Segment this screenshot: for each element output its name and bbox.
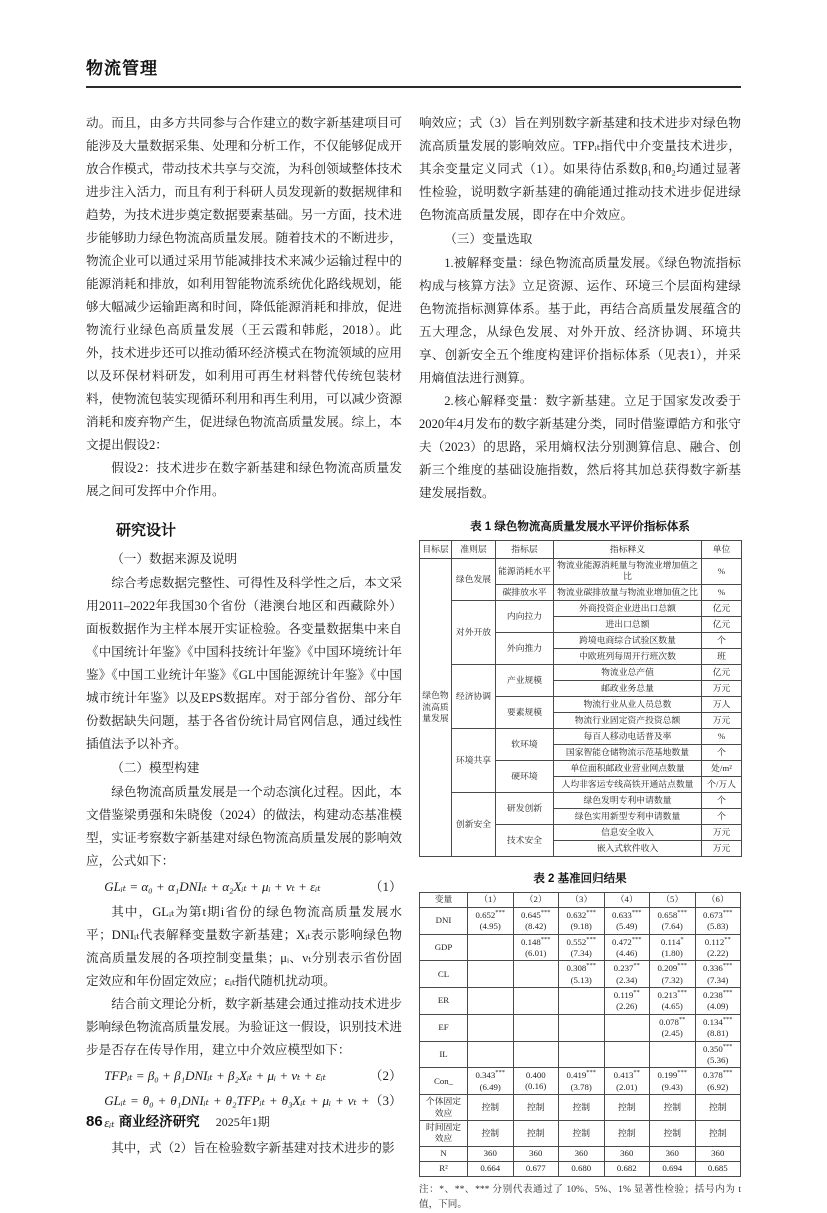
- table2-cell: [468, 907, 514, 934]
- coefficient-value: 0.350***: [702, 1042, 733, 1054]
- table1-cell: 物流行业从业人员总数: [554, 696, 702, 712]
- table2-cell: 0.677: [513, 1161, 559, 1176]
- table2-row: [420, 988, 741, 1015]
- t-value: (6.01): [525, 947, 547, 958]
- table2-cell: 控制: [604, 1095, 650, 1121]
- subsection-heading: （二）模型构建: [111, 761, 200, 775]
- t-value: (2.45): [661, 1028, 683, 1039]
- table2-cell: 360: [604, 1146, 650, 1161]
- table2-cell: [604, 934, 650, 961]
- table2-variable-label: Con_: [420, 1068, 468, 1095]
- t-value: (5.49): [616, 921, 638, 932]
- table2-variable-label: R²: [420, 1161, 468, 1176]
- coefficient-value: 0.633***: [611, 908, 642, 920]
- table2-cell: 控制: [559, 1095, 605, 1121]
- table1-cell: 绿色发明专利申请数量: [554, 792, 702, 808]
- table2-cell: [650, 907, 696, 934]
- table2-cell: [559, 1041, 605, 1068]
- paragraph: 2.核心解释变量：数字新基建。立足于国家发改委于2020年4月发布的数字新基建分类，同时借鉴谭皓方和张守夫（2023）的思路，采用熵权法分别测算信息、融合、创新三个维度的基础设施指数，然后将其加总获得数字新基建发展指数。: [419, 394, 741, 500]
- paragraph: 综合考虑数据完整性、可得性及科学性之后，本文采用2011–2022年我国30个省份（港澳台地区和西藏除外）面板数据作为主样本展开实证检验。各变量数据集中来自《中国统计年鉴》《中国科技统计年鉴》《中国环境统计年鉴》《中国工业统计年鉴》《GL中国能源统计年鉴》《中国城市统计年鉴》以及EPS数据库。对于部分省份、部分年份数据缺失问题，基于各省份统计局官网信息，通过线性插值法予以补齐。: [86, 576, 402, 751]
- table2-row: [420, 1068, 741, 1095]
- table2-cell: [604, 1041, 650, 1068]
- formula-number: （3）: [369, 1093, 402, 1108]
- t-value: (2.22): [707, 947, 729, 958]
- table2-cell: 控制: [604, 1121, 650, 1147]
- table2-cell: [695, 961, 741, 988]
- table2-cell: [695, 988, 741, 1015]
- table2-cell: [695, 934, 741, 961]
- t-value: (9.18): [570, 921, 592, 932]
- table1-row: [420, 792, 742, 808]
- paragraph: 其中，式（2）旨在检验数字新基建对技术进步的影: [111, 1141, 395, 1155]
- table1-cell: 邮政业务总量: [554, 680, 702, 696]
- table2-cell: [559, 1068, 605, 1095]
- table1-cell: 处/m²: [702, 760, 742, 776]
- table1-cell: 班: [702, 648, 742, 664]
- table1-cell: 嵌入式软件收入: [554, 840, 702, 856]
- subsection-heading: （一）数据来源及说明: [111, 552, 238, 566]
- t-value: (6.49): [479, 1081, 501, 1092]
- t-value: (2.34): [616, 974, 638, 985]
- table1-cell: 硬环境: [496, 760, 554, 792]
- table2-cell: 360: [513, 1146, 559, 1161]
- t-value: (6.92): [707, 1081, 729, 1092]
- table2-variable-label: EF: [420, 1014, 468, 1041]
- table1-cell: %: [702, 559, 742, 585]
- t-value: (7.64): [661, 921, 683, 932]
- table2-cell: [513, 1041, 559, 1068]
- formula-2: [86, 1065, 402, 1087]
- table1-cell: 环境共享: [452, 728, 496, 792]
- table1-cell: 内向拉力: [496, 600, 554, 632]
- table2-cell: [513, 1014, 559, 1041]
- table2-cell: 0.680: [559, 1161, 605, 1176]
- table1-header-row: [420, 541, 742, 559]
- table2-cell: [650, 961, 696, 988]
- table1-row: [420, 664, 742, 680]
- table2-cell: 0.664: [468, 1161, 514, 1176]
- table2-col-header: 变量: [420, 892, 468, 907]
- t-value: (1.80): [661, 947, 683, 958]
- table1-cell: 物流业总产值: [554, 664, 702, 680]
- table2-row: [420, 934, 741, 961]
- t-value: (8.81): [707, 1028, 729, 1039]
- table2-regression-results: [419, 892, 741, 1177]
- table1-cell: 要素规模: [496, 696, 554, 728]
- coefficient-value: 0.237**: [613, 962, 640, 974]
- t-value: (8.42): [525, 921, 547, 932]
- coefficient-value: 0.658***: [657, 908, 688, 920]
- table2-cell: [650, 1041, 696, 1068]
- table2-cell: [604, 988, 650, 1015]
- table2-cell: 0.682: [604, 1161, 650, 1176]
- page-footer: [86, 1110, 270, 1130]
- coefficient-value: 0.209***: [657, 962, 688, 974]
- table2-cell: [695, 1014, 741, 1041]
- coefficient-value: 0.673***: [702, 908, 733, 920]
- table2-cell: [468, 961, 514, 988]
- section-heading: 研究设计: [116, 522, 177, 539]
- coefficient-value: 0.213***: [657, 989, 688, 1001]
- table2-cell: [695, 907, 741, 934]
- coefficient-value: 0.112**: [704, 935, 731, 947]
- table1-cell: 对外开放: [452, 600, 496, 664]
- t-value: (4.95): [479, 921, 501, 932]
- table1-cell: 亿元: [702, 600, 742, 616]
- table2-cell: [604, 1014, 650, 1041]
- table1-cell: 物流业碳排放量与物流业增加值之比: [554, 584, 702, 600]
- table2-col-header: （1）: [468, 892, 514, 907]
- table1-cell: 绿色发展: [452, 559, 496, 601]
- table1-cell: 能源消耗水平: [496, 559, 554, 585]
- t-value: (5.13): [570, 974, 592, 985]
- formula-text: TFPᵢₜ = β₀ + β₁DNIᵢₜ + β₂Xᵢₜ + μᵢ + νₜ + εᵢₜ: [104, 1068, 326, 1083]
- table2-row: [420, 1121, 741, 1147]
- table2-row: [420, 907, 741, 934]
- table2-body: [420, 907, 741, 1176]
- table2-cell: 控制: [559, 1121, 605, 1147]
- table1-row: [420, 728, 742, 744]
- table1-col-header: 单位: [702, 541, 742, 559]
- table2-col-header: （5）: [650, 892, 696, 907]
- t-value: (7.34): [570, 947, 592, 958]
- table2-variable-label: ER: [420, 988, 468, 1015]
- coefficient-value: 0.336***: [702, 962, 733, 974]
- page-header: [86, 54, 741, 88]
- coefficient-value: 0.552***: [566, 935, 597, 947]
- table1-cell: 人均非客运专线高铁开通站点数量: [554, 776, 702, 792]
- table1-cell: 研发创新: [496, 792, 554, 824]
- table1-cell: 每百人移动电话普及率: [554, 728, 702, 744]
- paragraph: 假设2：技术进步在数字新基建和绿色物流高质量发展之间可发挥中介作用。: [86, 461, 402, 498]
- table1-col-header: 准则层: [452, 541, 496, 559]
- table2-row: [420, 1014, 741, 1041]
- paragraph: 响效应；式（3）旨在判别数字新基建和技术进步对绿色物流高质量发展的影响效应。TFPᵢₜ指代中介变量技术进步，其余变量定义同式（1）。如果待估系数β₁和θ₂均通过显著性检验，说明数字新基建的确能通过推动技术进步促进绿色物流高质量发展，即存在中介效应。: [419, 116, 741, 222]
- coefficient-value: 0.419***: [566, 1069, 597, 1081]
- table2-col-header: （6）: [695, 892, 741, 907]
- table1-cell: 创新安全: [452, 792, 496, 856]
- table2-header-row: [420, 892, 741, 907]
- formula-number: （1）: [369, 879, 402, 894]
- table1-row: [420, 559, 742, 585]
- table1-cell: 个: [702, 792, 742, 808]
- table2-cell: 控制: [513, 1095, 559, 1121]
- table2-cell: 360: [650, 1146, 696, 1161]
- table1-cell: %: [702, 584, 742, 600]
- table2-variable-label: 个体固定效应: [420, 1095, 468, 1121]
- coefficient-value: 0.413**: [613, 1069, 640, 1081]
- table1-cell: 绿色物流高质量发展: [420, 559, 452, 857]
- table1-body: [420, 559, 742, 857]
- table1-cell: 亿元: [702, 664, 742, 680]
- formula-number: （2）: [369, 1068, 402, 1083]
- table2-cell: [604, 1068, 650, 1095]
- table1-cell: 万人: [702, 696, 742, 712]
- table2-cell: [513, 961, 559, 988]
- table2-cell: [468, 1014, 514, 1041]
- formula-1: [86, 876, 402, 898]
- t-value: (7.34): [707, 974, 729, 985]
- table2-cell: 0.685: [695, 1161, 741, 1176]
- t-value: (2.26): [616, 1001, 638, 1012]
- t-value: (4.65): [661, 1001, 683, 1012]
- paragraph: 1.被解释变量：绿色物流高质量发展。《绿色物流指标构成与核算方法》立足资源、运作、环境三个层面构建绿色物流指标测算体系。基于此，再结合高质量发展蕴含的五大理念，从绿色发展、对外开放、经济协调、环境共享、创新安全五个维度构建评价指标体系（见表1），并采用熵值法进行测算。: [419, 256, 741, 385]
- table1-cell: 外向推力: [496, 632, 554, 664]
- table1-cell: 信息安全收入: [554, 824, 702, 840]
- table2-cell: [559, 934, 605, 961]
- coefficient-value: 0.078**: [659, 1015, 686, 1027]
- table2-cell: [468, 1068, 514, 1095]
- table1-cell: 万元: [702, 840, 742, 856]
- table2-row: [420, 1161, 741, 1176]
- table1-col-header: 指标释义: [554, 541, 702, 559]
- table2-cell: 控制: [650, 1121, 696, 1147]
- table2-cell: [513, 1068, 559, 1095]
- table1-cell: 跨境电商综合试验区数量: [554, 632, 702, 648]
- table1-cell: 中欧班列每周开行班次数: [554, 648, 702, 664]
- journal-name: 商业经济研究: [118, 1114, 200, 1129]
- table2-cell: [513, 988, 559, 1015]
- table2-cell: [559, 907, 605, 934]
- table1-cell: 个: [702, 744, 742, 760]
- coefficient-value: 0.645***: [520, 908, 551, 920]
- table1-cell: 碳排放水平: [496, 584, 554, 600]
- coefficient-value: 0.378***: [702, 1069, 733, 1081]
- table1-cell: 绿色实用新型专利申请数量: [554, 808, 702, 824]
- table2-cell: 360: [559, 1146, 605, 1161]
- formula-text: GLᵢₜ = α₀ + α₁DNIᵢₜ + α₂Xᵢₜ + μᵢ + νₜ + εᵢₜ: [104, 879, 321, 894]
- table2-cell: [650, 988, 696, 1015]
- coefficient-value: 0.308***: [566, 962, 597, 974]
- table1-cell: 经济协调: [452, 664, 496, 728]
- coefficient-value: 0.472***: [611, 935, 642, 947]
- table1-cell: 外商投资企业进出口总额: [554, 600, 702, 616]
- table1-cell: 个: [702, 632, 742, 648]
- section-title: 物流管理: [86, 59, 158, 78]
- table2-cell: [695, 1068, 741, 1095]
- two-column-layout: [86, 112, 741, 1213]
- table1-title: 表 1 绿色物流高质量发展水平评价指标体系: [470, 521, 690, 533]
- table2-cell: 0.694: [650, 1161, 696, 1176]
- coefficient-value: 0.400: [525, 1069, 546, 1080]
- table2-cell: [559, 961, 605, 988]
- table1-cell: 国家智能仓储物流示范基地数量: [554, 744, 702, 760]
- table1-cell: 软环境: [496, 728, 554, 760]
- t-value: (2.01): [616, 1081, 638, 1092]
- t-value: (7.32): [661, 974, 683, 985]
- table2-cell: 控制: [513, 1121, 559, 1147]
- t-value: (9.43): [661, 1081, 683, 1092]
- table1-col-header: 目标层: [420, 541, 452, 559]
- t-value: (3.78): [570, 1081, 592, 1092]
- table2-cell: [695, 1041, 741, 1068]
- right-column: [419, 112, 741, 1213]
- formula-text: GLᵢₜ = θ₀ + θ₁DNIᵢₜ + θ₂TFPᵢₜ + θ₃Xᵢₜ + μᵢ + νₜ + εᵢₜ: [104, 1093, 370, 1130]
- table1-cell: 个: [702, 808, 742, 824]
- coefficient-value: 0.632***: [566, 908, 597, 920]
- table1-cell: 单位面积邮政业营业网点数量: [554, 760, 702, 776]
- table2-title: 表 2 基准回归结果: [533, 872, 627, 885]
- table2-col-header: （4）: [604, 892, 650, 907]
- table2-cell: 控制: [468, 1121, 514, 1147]
- table2-cell: 控制: [650, 1095, 696, 1121]
- t-value: (4.09): [707, 1001, 729, 1012]
- table2-cell: [468, 1041, 514, 1068]
- table2-cell: 360: [468, 1146, 514, 1161]
- table1-row: [420, 600, 742, 616]
- table2-cell: 控制: [695, 1121, 741, 1147]
- table2-variable-label: GDP: [420, 934, 468, 961]
- table1-col-header: 指标层: [496, 541, 554, 559]
- coefficient-value: 0.114*: [660, 935, 684, 947]
- table2-cell: [650, 934, 696, 961]
- t-value: (4.46): [616, 947, 638, 958]
- table1-indicator-system: [419, 540, 742, 857]
- paragraph: 结合前文理论分析，数字新基建会通过推动技术进步影响绿色物流高质量发展。为验证这一假设，识别技术进步是否存在传导作用，建立中介效应模型如下：: [86, 997, 402, 1057]
- table1-cell: 进出口总额: [554, 616, 702, 632]
- coefficient-value: 0.199***: [657, 1069, 688, 1081]
- table2-cell: [650, 1068, 696, 1095]
- table2-cell: [559, 988, 605, 1015]
- page-number: 86: [86, 1113, 103, 1130]
- coefficient-value: 0.238***: [702, 989, 733, 1001]
- table1-cell: 个/万人: [702, 776, 742, 792]
- table2-variable-label: 时间固定效应: [420, 1121, 468, 1147]
- t-value: (5.83): [707, 921, 729, 932]
- table2-cell: [604, 907, 650, 934]
- table2-cell: [650, 1014, 696, 1041]
- paragraph: 其中，GLᵢₜ为第t期i省份的绿色物流高质量发展水平；DNIᵢₜ代表解释变量数字新基建；Xᵢₜ表示影响绿色物流高质量发展的各项控制变量集；μᵢ、νₜ分别表示省份固定效应和年份固定效应；εᵢₜ指代随机扰动项。: [86, 905, 402, 988]
- table2-cell: [513, 934, 559, 961]
- table2-col-header: （3）: [559, 892, 605, 907]
- table2-row: [420, 1095, 741, 1121]
- table2-cell: [559, 1014, 605, 1041]
- table-note: 注：*、**、*** 分别代表通过了 10%、5%、1% 显著性检验；括号内为 t 值，下同。: [419, 1183, 741, 1210]
- table2-cell: [468, 988, 514, 1015]
- coefficient-value: 0.148***: [520, 935, 551, 947]
- left-column: [86, 112, 402, 1213]
- t-value: (5.36): [707, 1055, 729, 1066]
- table1-cell: 产业规模: [496, 664, 554, 696]
- table1-cell: %: [702, 728, 742, 744]
- table2-cell: [468, 934, 514, 961]
- table2-variable-label: DNI: [420, 907, 468, 934]
- table2-cell: [513, 907, 559, 934]
- table1-cell: 技术安全: [496, 824, 554, 856]
- table1-cell: 物流业能源消耗量与物流业增加值之比: [554, 559, 702, 585]
- table1-cell: 万元: [702, 824, 742, 840]
- paragraph: 绿色物流高质量发展是一个动态演化过程。因此，本文借鉴梁勇强和朱晓俊（2024）的做法，构建动态基准模型，实证考察数字新基建对绿色物流高质量发展的影响效应，公式如下：: [86, 785, 402, 868]
- coefficient-value: 0.119**: [613, 989, 640, 1001]
- table1-cell: 万元: [702, 680, 742, 696]
- issue-label: 2025年1期: [215, 1115, 270, 1129]
- table2-variable-label: CL: [420, 961, 468, 988]
- table1-cell: 物流行业固定资产投资总额: [554, 712, 702, 728]
- table2-row: [420, 1146, 741, 1161]
- coefficient-value: 0.134***: [702, 1015, 733, 1027]
- paragraph: 动。而且，由多方共同参与合作建立的数字新基建项目可能涉及大量数据采集、处理和分析工作，不仅能够促成开放合作模式，带动技术共享与交流，为科创领域整体技术进步注入活力，而且有利于科研人员发现新的数据规律和趋势，为技术进步奠定数据要素基础。另一方面，技术进步能够助力绿色物流高质量发展。随着技术的不断进步，物流企业可以通过采用节能减排技术来减少运输过程中的能源消耗和排放，如利用智能物流系统优化路线规划，能够大幅减少运输距离和时间，降低能源消耗和排放，促进物流行业绿色高质量发展（王云霞和韩彪，2018）。此外，技术进步还可以推动循环经济模式在物流领域的应用以及环保材料研发，如利用可再生材料替代传统包装材料，使物流包装实现循环利用和再生利用，可以减少资源消耗和废弃物产生，促进绿色物流高质量发展。综上，本文提出假设2：: [86, 116, 402, 452]
- t-value: (0.16): [525, 1081, 547, 1092]
- table2-variable-label: N: [420, 1146, 468, 1161]
- table2-row: [420, 961, 741, 988]
- table1-cell: 万元: [702, 712, 742, 728]
- table2-variable-label: IL: [420, 1041, 468, 1068]
- table2-cell: 控制: [468, 1095, 514, 1121]
- subsection-heading: （三）变量选取: [444, 232, 533, 246]
- coefficient-value: 0.343***: [475, 1069, 506, 1081]
- coefficient-value: 0.652***: [475, 908, 506, 920]
- table2-cell: 360: [695, 1146, 741, 1161]
- table1-cell: 亿元: [702, 616, 742, 632]
- table2-cell: [604, 961, 650, 988]
- table2-cell: 控制: [695, 1095, 741, 1121]
- table2-col-header: （2）: [513, 892, 559, 907]
- table2-row: [420, 1041, 741, 1068]
